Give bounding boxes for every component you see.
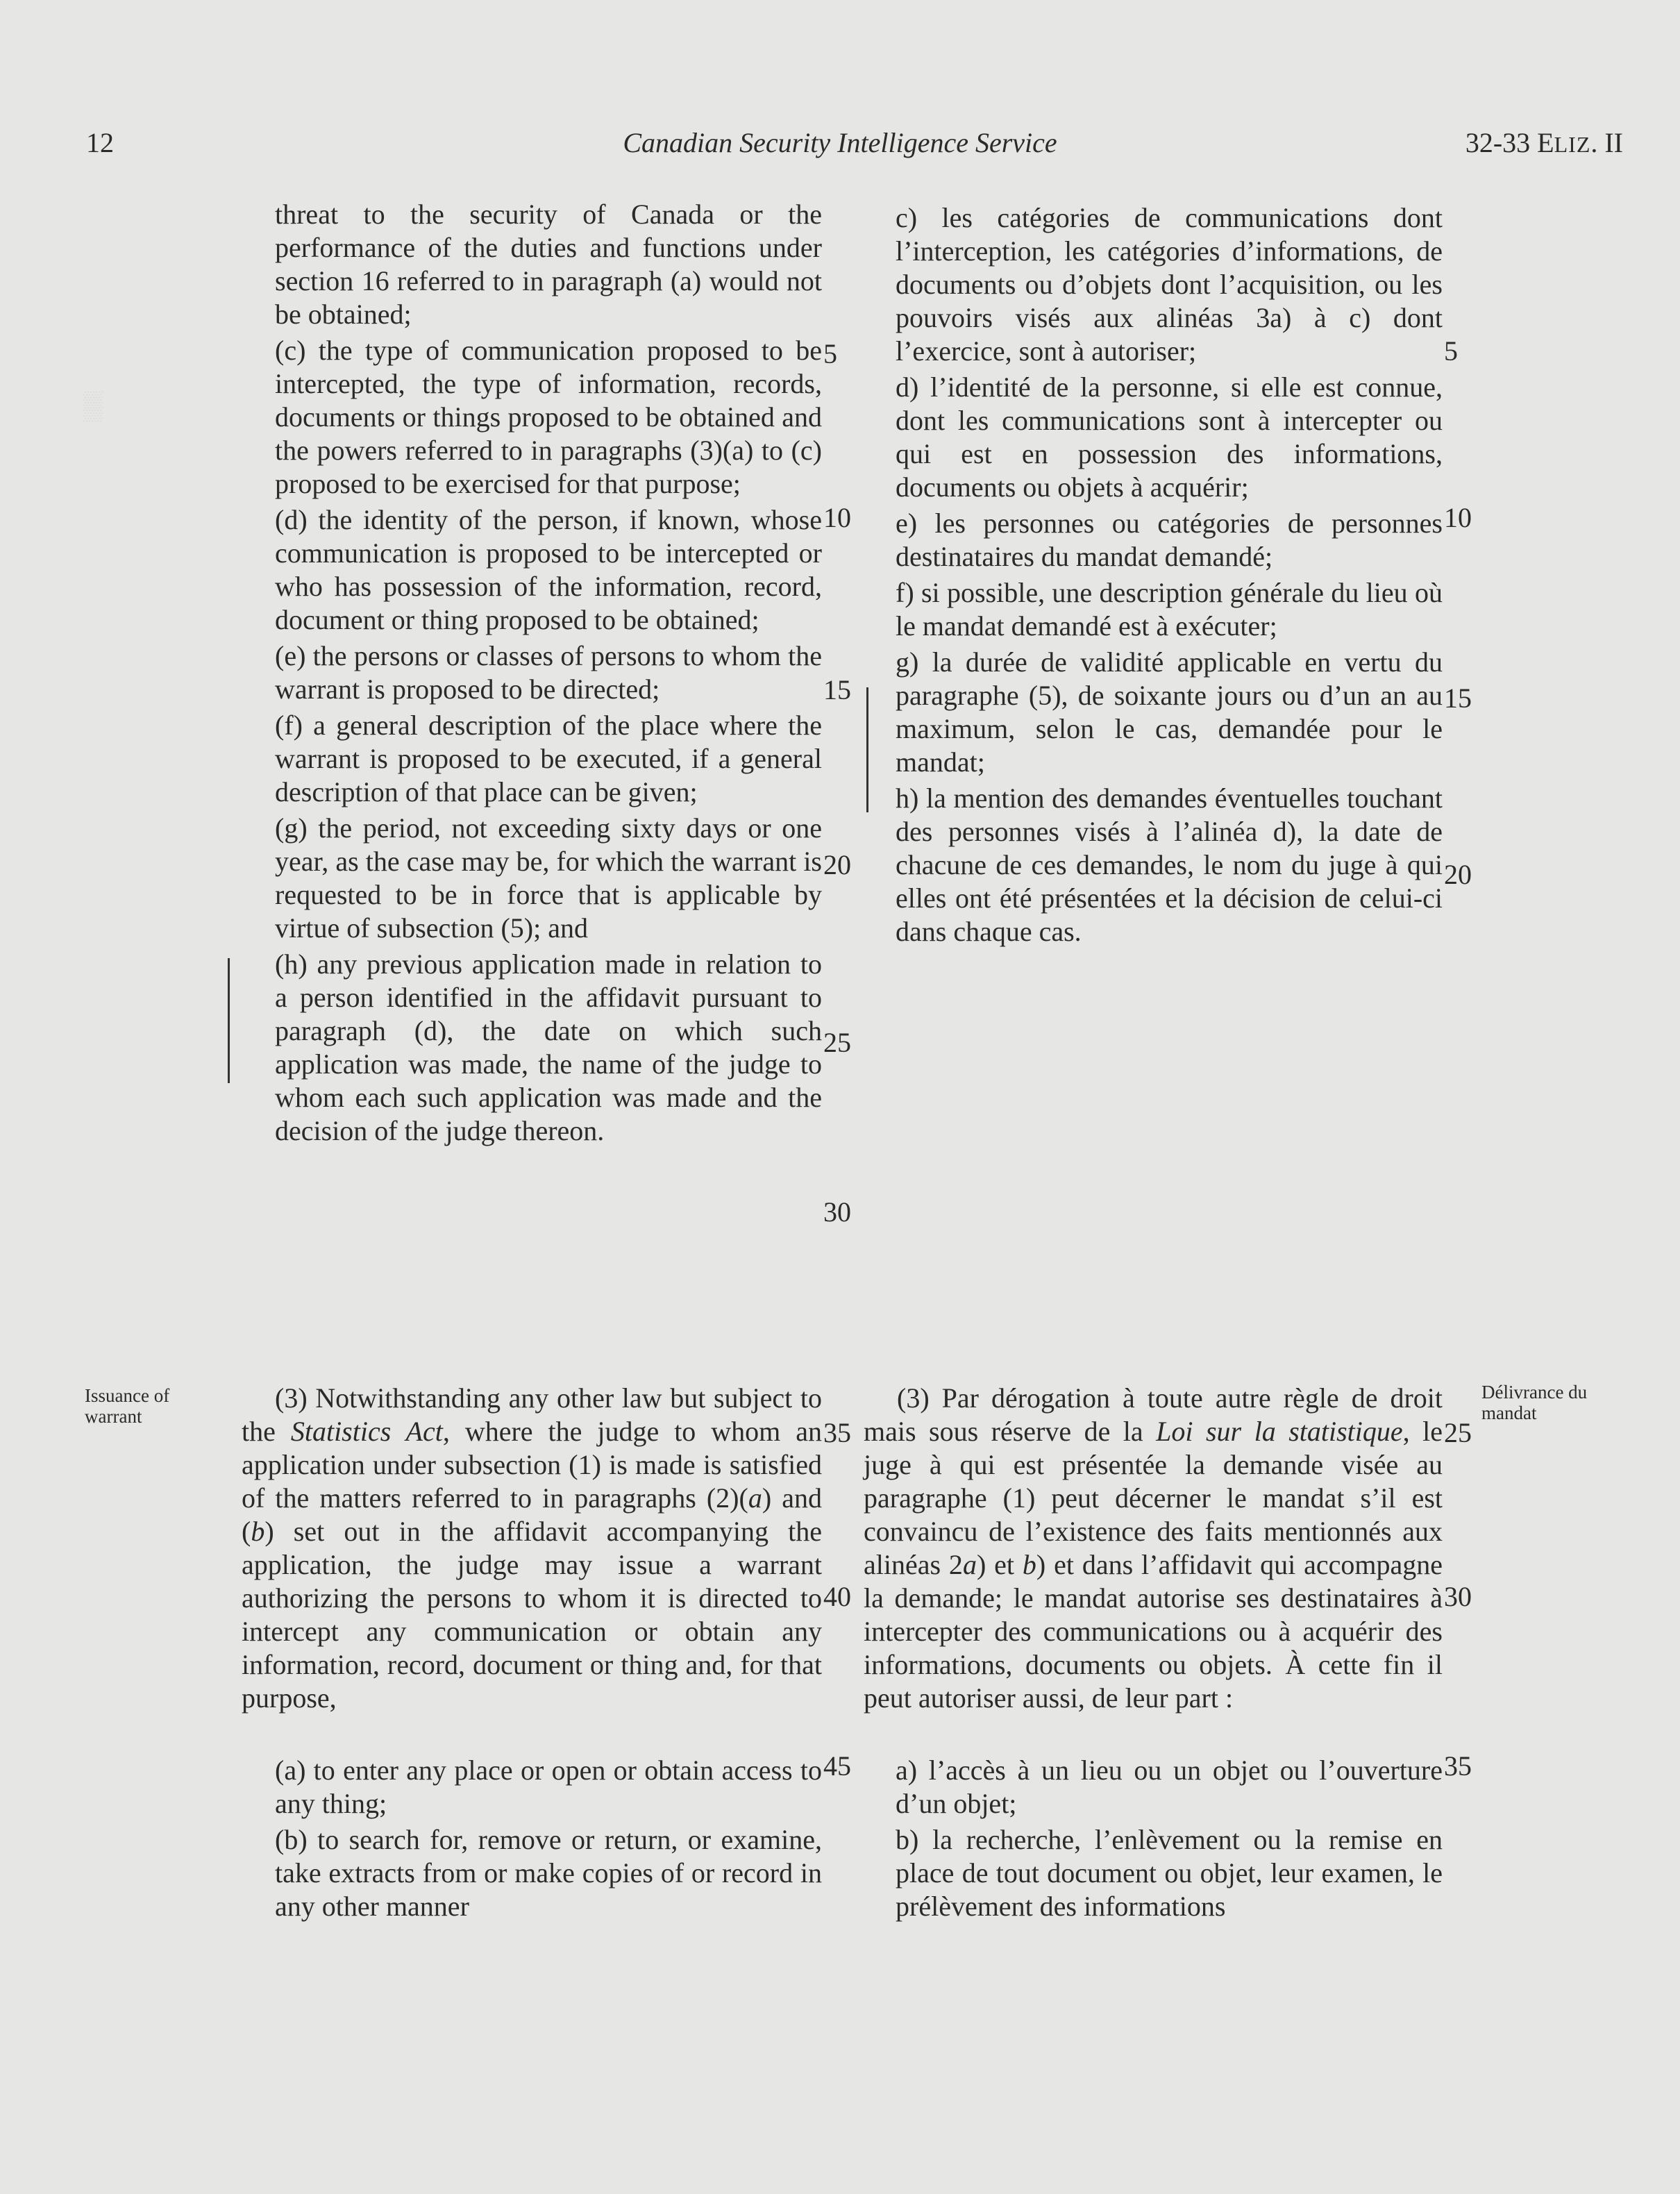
paragraph-3a: (a) to enter any place or open or obtain access to any thing; <box>275 1755 822 1819</box>
line-number: 40 <box>823 1581 851 1612</box>
paragraph-d: (d) the identity of the person, if known, whose communication is proposed to be intercepted or who has possession of the information, record, document or thing proposed to be obtained; <box>275 504 822 635</box>
paragraph-h: (h) any previous application made in relation to a person identified in the affidavit pursuant to paragraph (d), the date on which such application was made, the name of the judge to whom each such application was made and the decision of the judge thereon. <box>275 948 822 1146</box>
paragraph-b-end: threat to the security of Canada or the performance of the duties and functions under section 16 referred to in paragraph (a) would not be obtained; <box>275 199 822 330</box>
english-column-bottom-paras <box>275 1754 822 1926</box>
line-number: 35 <box>1444 1750 1472 1782</box>
alinea-3a: a) l’accès à un lieu ou un objet ou l’ouverture d’un objet; <box>896 1755 1443 1819</box>
line-number: 45 <box>823 1750 851 1782</box>
paragraphe-3: (3) Par dérogation à toute autre règle de droit mais sous réserve de la Loi sur la statistique, le juge à qui est présentée la demande visée au paragraphe (1) peut décerner le mandat s’il est convaincu de l’existence des faits mentionnés aux alinéas 2a) et b) et dans l’affidavit qui accompagne la demande; le mandat autorise ses destinataires à intercepter des communications ou à acquérir des informations, documents ou objets. À cette fin il peut autoriser aussi, de leur part : <box>864 1382 1443 1714</box>
alinea-e: e) les personnes ou catégories de personnes destinataires du mandat demandé; <box>896 508 1443 572</box>
line-number: 20 <box>823 849 851 880</box>
english-column-top <box>275 198 822 1150</box>
margin-note-issuance: Issuance of warrant <box>85 1385 170 1427</box>
english-column-bottom <box>242 1382 822 1718</box>
line-number: 25 <box>823 1027 851 1058</box>
line-number: 25 <box>1444 1417 1472 1448</box>
alinea-h: h) la mention des demandes éventuelles touchant des personnes visés à l’alinéa d), la date de chacune de ces demandes, le nom du juge à qui elles ont été présentées et la décision de celui-ci dans chaque cas. <box>896 782 1443 947</box>
alinea-f: f) si possible, une description générale du lieu où le mandat demandé est à exécuter; <box>896 577 1443 642</box>
running-title: Canadian Security Intelligence Service <box>623 127 1057 158</box>
alinea-c: c) les catégories de communications dont l’interception, les catégories d’informations, de documents ou d’objets dont l’acquisition, ou les pouvoirs visés aux alinéas 3a) à c) dont l’exercice, sont à autoriser; <box>896 202 1443 367</box>
line-number: 10 <box>1444 502 1472 533</box>
page-number: 12 <box>86 127 114 158</box>
french-column-top <box>896 201 1443 951</box>
line-number: 5 <box>823 338 837 369</box>
french-column-bottom-paras <box>896 1754 1443 1926</box>
line-number: 30 <box>1444 1581 1472 1612</box>
line-number: 15 <box>823 674 851 705</box>
show-through-text: ▒ <box>83 390 103 421</box>
margin-note-delivrance: Délivrance du mandat <box>1481 1382 1588 1423</box>
subsection-3: (3) Notwithstanding any other law but subject to the Statistics Act, where the judge to whom an application under subsection (1) is made is satisfied of the matters referred to in paragraphs (2)(a) and (b) set out in the affidavit accompanying the application, the judge may issue a warrant authorizing the persons to whom it is directed to intercept any communication or obtain any information, record, document or thing and, for that purpose, <box>242 1382 823 1714</box>
paragraph-g: (g) the period, not exceeding sixty days or one year, as the case may be, for which the warrant is requested to be in force that is applicable by virtue of subsection (5); and <box>275 812 822 944</box>
alinea-d: d) l’identité de la personne, si elle est connue, dont les communications sont à intercepter ou qui est en possession des informations, documents ou objets à acquérir; <box>896 371 1443 503</box>
line-number: 15 <box>1444 683 1472 714</box>
revision-bar-upper <box>866 687 868 812</box>
paragraph-e: (e) the persons or classes of persons to whom the warrant is proposed to be directed; <box>275 640 822 705</box>
paragraph-c: (c) the type of communication proposed to be intercepted, the type of information, records, documents or things proposed to be obtained and the powers referred to in paragraphs (3)(a) to (c) proposed to be exercised for that purpose; <box>275 335 822 499</box>
line-number: 35 <box>823 1417 851 1448</box>
line-number: 5 <box>1444 335 1458 367</box>
paragraph-3b: (b) to search for, remove or return, or examine, take extracts from or make copies of or record in any other manner <box>275 1824 822 1922</box>
alinea-g: g) la durée de validité applicable en vertu du paragraphe (5), de soixante jours ou d’un an au maximum, selon le cas, demandée pour le mandat; <box>896 646 1443 778</box>
french-column-bottom <box>864 1382 1443 1718</box>
line-number: 10 <box>823 502 851 533</box>
revision-bar-lower <box>228 958 230 1083</box>
line-number: 30 <box>823 1196 851 1228</box>
alinea-3b: b) la recherche, l’enlèvement ou la remise en place de tout document ou objet, leur examen, le prélèvement des informations <box>896 1824 1443 1922</box>
paragraph-f: (f) a general description of the place where the warrant is proposed to be executed, if a general description of that place can be given; <box>275 710 822 807</box>
line-number: 20 <box>1444 859 1472 890</box>
regnal-year: 32-33 ELIZ. II <box>1465 127 1623 158</box>
